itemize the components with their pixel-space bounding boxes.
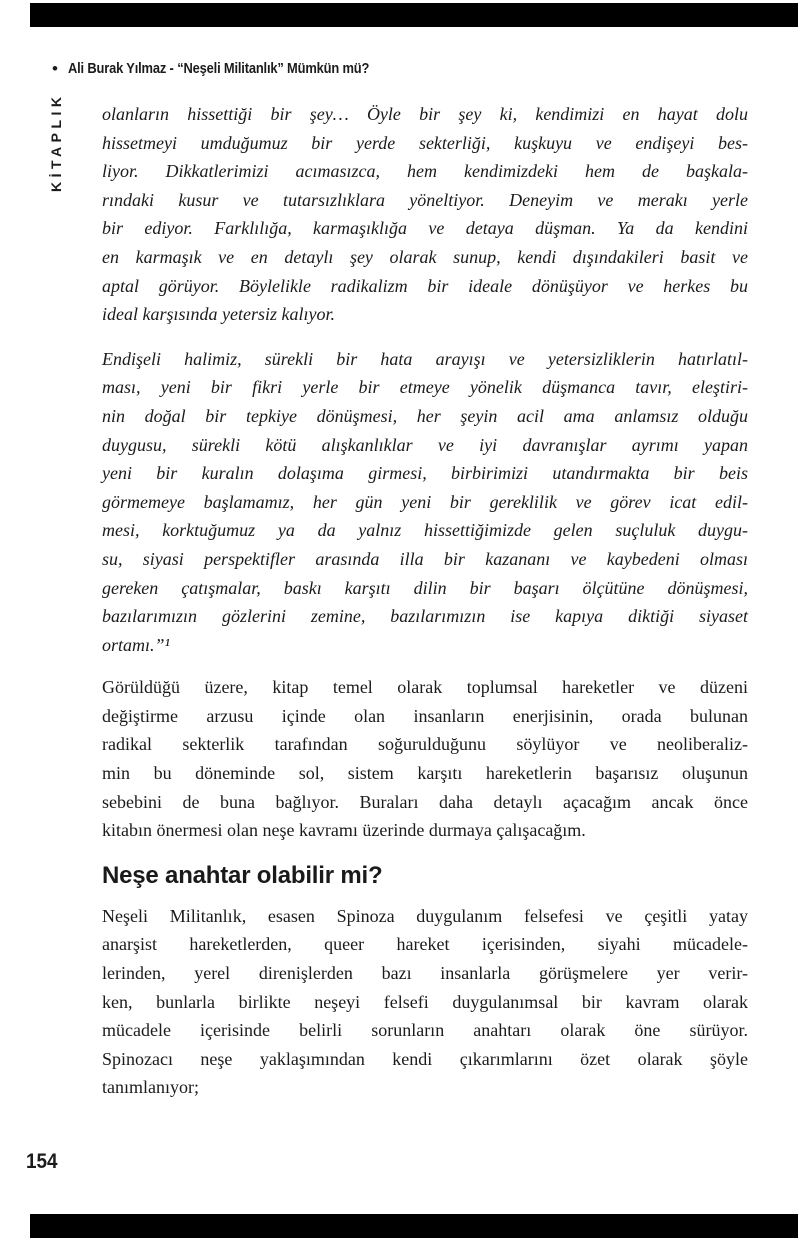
quote-paragraph-2 [102, 345, 748, 660]
running-header [52, 60, 418, 77]
text-line: tanımlanıyor; [102, 1077, 199, 1098]
text-line: radikal sekterlik tarafından soğurulduğunu söylüyor ve neoliberaliz- [102, 734, 748, 755]
text-line: lerinden, yerel direnişlerden bazı insanlarla görüşmelere yer verir- [102, 963, 748, 984]
text-line: en karmaşık ve en detaylı şey olarak sunup, kendi dışındakileri basit ve [102, 246, 748, 267]
section-heading: Neşe anahtar olabilir mi? [102, 861, 383, 889]
quote-paragraph-1 [102, 100, 748, 329]
text-line: rındaki kusur ve tutarsızlıklara yöneltiyor. Deneyim ve merakı yerle [102, 189, 748, 210]
section-spine-label: KİTAPLIK [48, 92, 64, 192]
text-line: Endişeli halimiz, sürekli bir hata arayışı ve yetersizliklerin hatırlatıl- [102, 348, 748, 369]
text-line: su, siyasi perspektifler arasında illa bir kazananı ve kaybedeni olması [102, 548, 748, 569]
text-line: min bu döneminde sol, sistem karşıtı hareketlerin başarısız oluşunun [102, 763, 748, 784]
page-number: 154 [26, 1150, 58, 1173]
text-line: kitabın önermesi olan neşe kavramı üzerinde durmaya çalışacağım. [102, 820, 586, 841]
text-line: değiştirme arzusu içinde olan insanların enerjisinin, orada bulunan [102, 705, 748, 726]
text-line: mücadele içerisinde belirli sorunların anahtarı olarak öne sürüyor. [102, 1020, 748, 1041]
bottom-edge-bar [30, 1214, 798, 1238]
text-line: bir ediyor. Farklılığa, karmaşıklığa ve detaya düşman. Ya da kendini [102, 218, 748, 239]
text-line: ması, yeni bir fikri yerle bir etmeye yönelik düşmanca tavır, eleştiri- [102, 377, 748, 398]
top-edge-bar [30, 3, 798, 27]
text-line: Görüldüğü üzere, kitap temel olarak toplumsal hareketler ve düzeni [102, 677, 748, 698]
text-column [102, 100, 748, 1102]
text-line: yeni bir kuralın dolaşıma girmesi, birbirimizi utandırmakta bir beis [102, 463, 748, 484]
text-line: anarşist hareketlerden, queer hareket içerisinden, siyahi mücadele- [102, 934, 748, 955]
text-line: ideal karşısında yetersiz kalıyor. [102, 304, 335, 325]
bullet-icon: • [52, 59, 58, 78]
header-author: Ali Burak Yılmaz - [67, 60, 174, 77]
text-line: hissetmeyi umduğumuz bir yerde sekterliği, kuşkuyu ve endişeyi bes- [102, 132, 748, 153]
text-line: aptal görüyor. Böylelikle radikalizm bir ideale dönüşüyor ve herkes bu [102, 275, 748, 296]
text-line: ken, bunlarla birlikte neşeyi felsefi duygulanımsal bir kavram olarak [102, 991, 748, 1012]
text-line: mesi, korktuğumuz ya da yalnız hissettiğimizde gelen suçluluk duygu- [102, 520, 748, 541]
body-paragraph-1 [102, 673, 748, 845]
text-line: bazılarımızın gözlerini zemine, bazılarımızın ise kapıya diktiği siyaset [102, 606, 748, 627]
text-line: nin doğal bir tepkiye dönüşmesi, her şeyin acil ama anlamsız olduğu [102, 405, 748, 426]
text-line: sebebini de buna bağlıyor. Buraları daha detaylı açacağım ancak önce [102, 791, 748, 812]
text-line: Neşeli Militanlık, esasen Spinoza duygulanım felsefesi ve çeşitli yatay [102, 905, 748, 926]
text-line: gereken çatışmalar, baskı karşıtı dilin bir başarı ölçütüne dönüşmesi, [102, 577, 748, 598]
text-line: liyor. Dikkatlerimizi acımasızca, hem kendimizdeki hem de başkala- [102, 161, 748, 182]
header-article-title: “Neşeli Militanlık” Mümkün mü? [177, 60, 370, 77]
text-line: Spinozacı neşe yaklaşımından kendi çıkarımlarını özet olarak şöyle [102, 1048, 748, 1069]
text-line: görmemeye başlamamız, her gün yeni bir gereklilik ve görev icat edil- [102, 491, 748, 512]
body-paragraph-2 [102, 902, 748, 1102]
text-line: olanların hissettiği bir şey… Öyle bir şey ki, kendimizi en hayat dolu [102, 104, 748, 124]
text-line: duygusu, sürekli kötü alışkanlıklar ve iyi davranışlar ayrımı yapan [102, 434, 748, 455]
text-line: ortamı.”¹ [102, 634, 170, 655]
